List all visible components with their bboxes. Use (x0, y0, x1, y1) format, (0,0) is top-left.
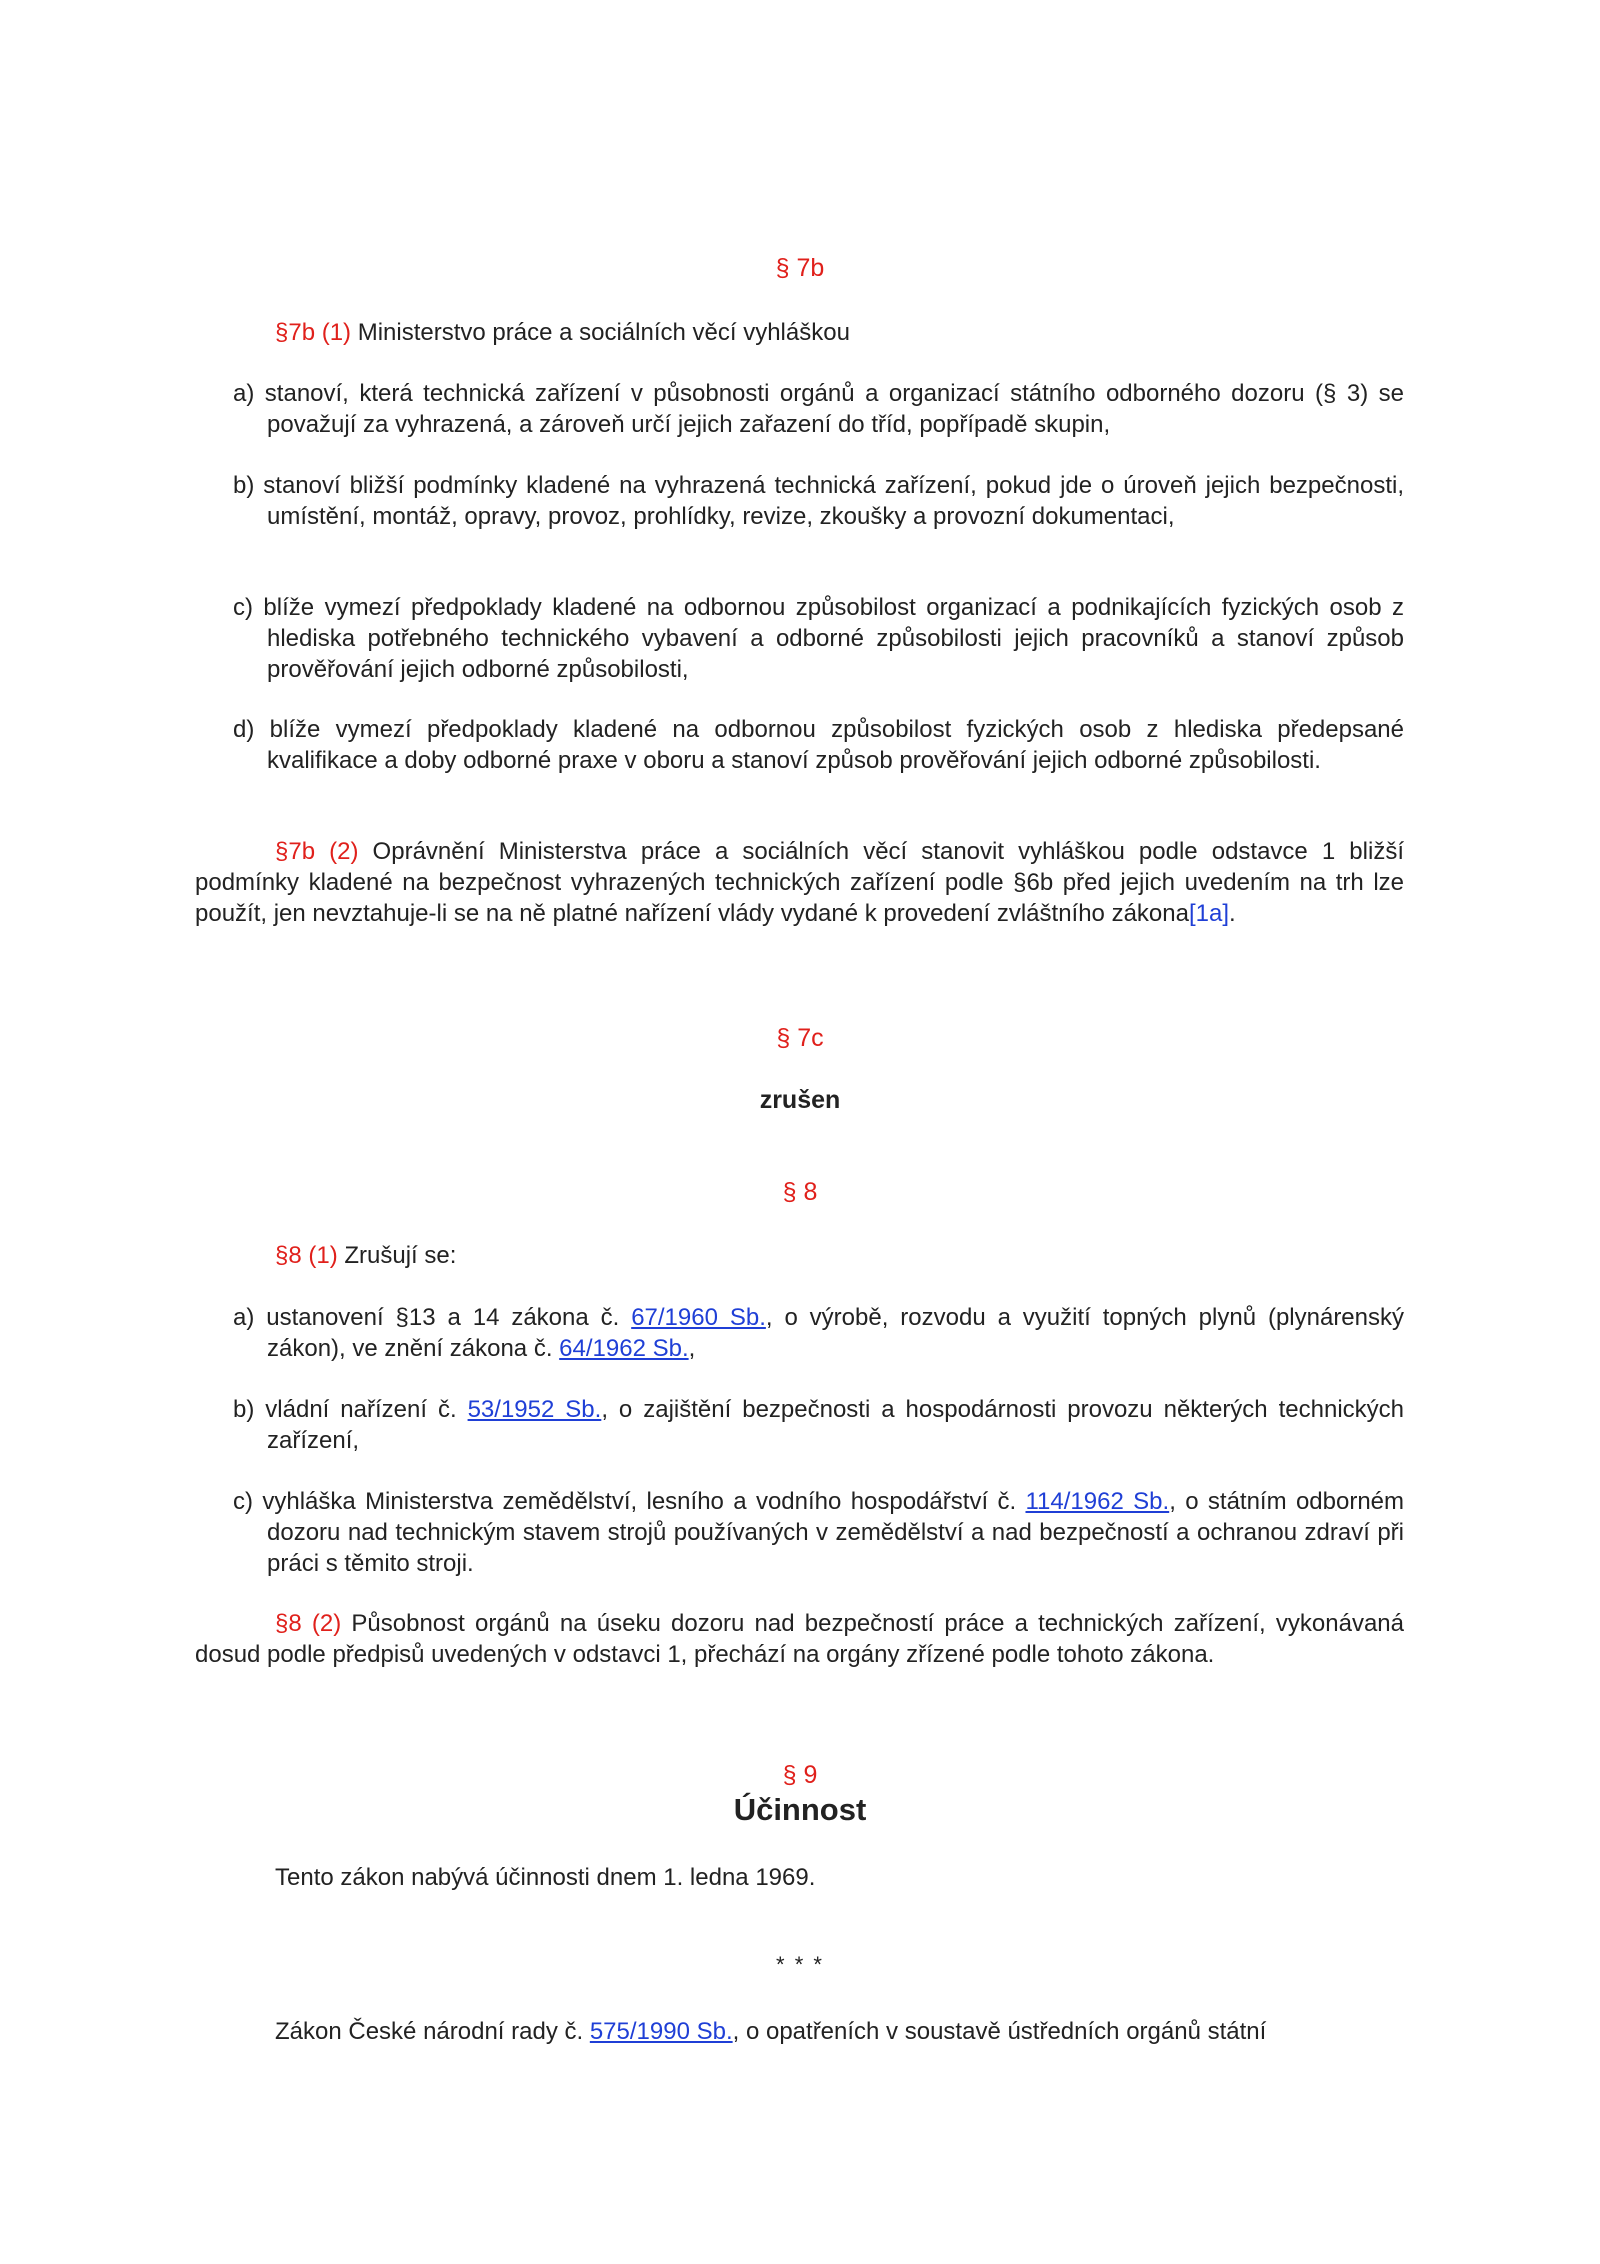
section-9-title: Účinnost (733, 1792, 867, 1827)
paragraph-mark: §7b (2) (275, 838, 359, 865)
section-7b-heading: § 7b (775, 254, 825, 282)
list-item-d: d) blíže vymezí předpoklady kladené na odbornou způsobilost fyzických osob z hlediska předepsané kvalifikace a doby odborné praxe v oboru a stanoví způsob prověřování jejich odborné způsobilosti. (233, 716, 1404, 774)
list-item-c: c) blíže vymezí předpoklady kladené na odbornou způsobilost organizací a podnikajících fyzických osob z hlediska potřebného technického vybavení a odborné způsobilosti jejich pracovníků a stanoví způsob prověřování jejich odborné způsobilosti, (233, 594, 1404, 683)
section-8-paragraph-1 (275, 1240, 1404, 1271)
law-link-67-1960[interactable]: 67/1960 Sb. (631, 1304, 766, 1331)
paragraph-end: . (1229, 900, 1236, 927)
paragraph-mark: §7b (1) (275, 319, 352, 346)
item-text: , o zajištění bezpečnosti a hospodárnosti provozu některých technických zařízení, (267, 1396, 1404, 1454)
paragraph-text: Ministerstvo práce a sociálních věcí vyhláškou (351, 319, 850, 346)
footer-text: Zákon České národní rady č. (275, 2018, 590, 2045)
paragraph-mark: §8 (1) (275, 1242, 338, 1269)
law-link-53-1952[interactable]: 53/1952 Sb. (467, 1396, 602, 1423)
section-7b-paragraph-1 (275, 317, 1404, 348)
item-text: , o státním odborném dozoru nad technickým stavem strojů používaných v zemědělství a nad bezpečností a ochranou zdraví při práci s těmito stroji. (267, 1488, 1405, 1577)
paragraph-text: Působnost orgánů na úseku dozoru nad bezpečností práce a technických zařízení, vykonávaná dosud podle předpisů uvedených v odstavci 1, přechází na orgány zřízené podle tohoto zákona. (195, 1610, 1404, 1668)
item-text: b) vládní nařízení č. (233, 1396, 468, 1423)
separator: * * * (776, 1952, 824, 1977)
list-item-b: b) stanoví bližší podmínky kladené na vyhrazená technická zařízení, pokud jde o úroveň jejich bezpečnosti, umístění, montáž, opravy, provoz, prohlídky, revize, zkoušky a provozní dokumentaci, (233, 472, 1404, 530)
section-8-paragraph-2 (195, 1608, 1404, 1670)
section-7c-status: zrušen (759, 1086, 841, 1114)
law-link-575-1990[interactable]: 575/1990 Sb. (589, 2018, 733, 2045)
list-item-c (233, 1486, 1404, 1579)
item-text: , o výrobě, rozvodu a využití topných plynů (plynárenský zákon), ve znění zákona č. (267, 1304, 1404, 1362)
footnote-ref-1a[interactable]: [1a] (1188, 900, 1229, 927)
law-link-64-1962[interactable]: 64/1962 Sb. (559, 1335, 689, 1362)
section-7c-heading: § 7c (776, 1024, 824, 1052)
paragraph-text: Oprávnění Ministerstva práce a sociálních věcí stanovit vyhláškou podle odstavce 1 bližší podmínky kladené na bezpečnost vyhrazených technických zařízení podle §6b před jejich uvedením na trh lze použít, jen nevztahuje-li se na ně platné nařízení vlády vydané k provedení zvláštního zákona (195, 838, 1404, 927)
paragraph-mark: §8 (2) (275, 1610, 342, 1637)
list-item-a (233, 1302, 1404, 1364)
section-9-heading: § 9 (782, 1761, 818, 1789)
item-text: c) vyhláška Ministerstva zemědělství, lesního a vodního hospodářství č. (233, 1488, 1026, 1515)
paragraph-text: Zrušují se: (337, 1242, 457, 1269)
law-link-114-1962[interactable]: 114/1962 Sb. (1025, 1488, 1170, 1515)
list-item-a: a) stanoví, která technická zařízení v působnosti orgánů a organizací státního odborného dozoru (§ 3) se považují za vyhrazená, a zároveň určí jejich zařazení do tříd, popřípadě skupin, (233, 380, 1404, 438)
section-7b-paragraph-2 (195, 836, 1404, 929)
item-text: a) ustanovení §13 a 14 zákona č. (233, 1304, 632, 1331)
list-item-b (233, 1394, 1404, 1456)
item-text: , (688, 1335, 696, 1362)
section-8-heading: § 8 (782, 1178, 818, 1206)
footer-paragraph (275, 2016, 1404, 2047)
footer-text: , o opatřeních v soustavě ústředních orgánů státní (732, 2018, 1267, 2045)
section-9-text: Tento zákon nabývá účinnosti dnem 1. ledna 1969. (275, 1864, 816, 1891)
